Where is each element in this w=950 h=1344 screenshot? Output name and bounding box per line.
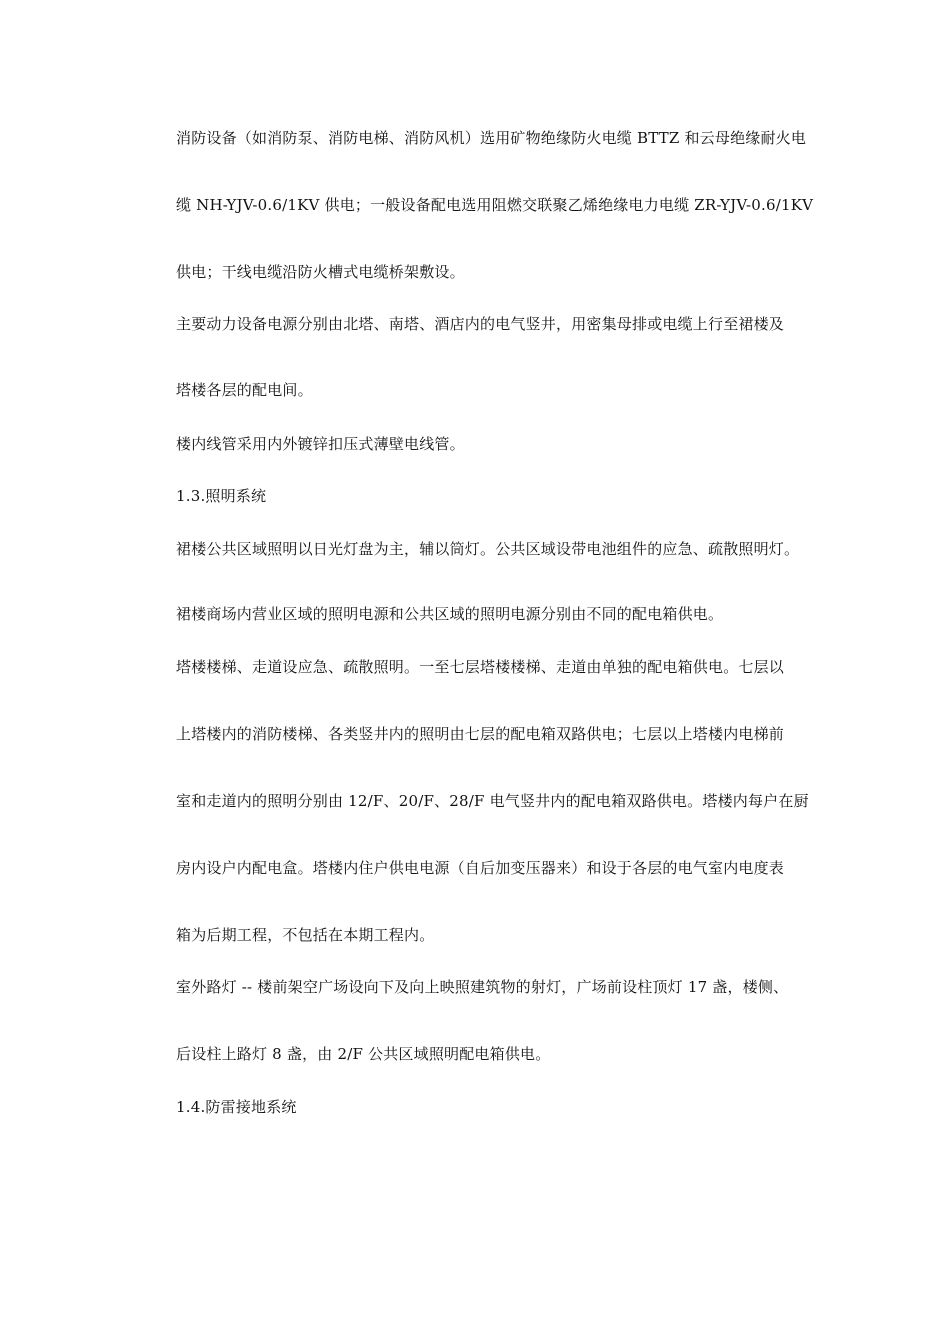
text-line: 箱为后期工程，不包括在本期工程内。: [176, 926, 435, 944]
text-line: 塔楼楼梯、走道设应急、疏散照明。一至七层塔楼楼梯、走道由单独的配电箱供电。七层以: [176, 658, 785, 676]
text-line: 塔楼各层的配电间。: [176, 381, 313, 399]
text-line: 房内设户内配电盒。塔楼内住户供电电源（自后加变压器来）和设于各层的电气室内电度表: [176, 859, 785, 877]
section-heading: 1.4.防雷接地系统: [176, 1098, 297, 1116]
text-line: 裙楼商场内营业区域的照明电源和公共区域的照明电源分别由不同的配电箱供电。: [176, 605, 724, 623]
text-line: 室外路灯 -- 楼前架空广场设向下及向上映照建筑物的射灯，广场前设柱顶灯 17 盏，楼侧、: [176, 978, 789, 996]
text-line: 缆 NH-YJV-0.6/1KV 供电；一般设备配电选用阻燃交联聚乙烯绝缘电力电缆 ZR-YJV-0.6/1KV: [176, 196, 814, 214]
text-line: 后设柱上路灯 8 盏，由 2/F 公共区域照明配电箱供电。: [176, 1045, 551, 1063]
text-line: 楼内线管采用内外镀锌扣压式薄壁电线管。: [176, 435, 465, 453]
text-line: 供电；干线电缆沿防火槽式电缆桥架敷设。: [176, 263, 465, 281]
text-line: 裙楼公共区域照明以日光灯盘为主，辅以筒灯。公共区域设带电池组件的应急、疏散照明灯。: [176, 540, 800, 558]
text-line: 室和走道内的照明分别由 12/F、20/F、28/F 电气竖井内的配电箱双路供电。塔楼内每户在厨: [176, 792, 809, 810]
section-heading: 1.3.照明系统: [176, 487, 267, 505]
text-line: 消防设备（如消防泵、消防电梯、消防风机）选用矿物绝缘防火电缆 BTTZ 和云母绝缘耐火电: [176, 129, 807, 147]
text-line: 主要动力设备电源分别由北塔、南塔、酒店内的电气竖井，用密集母排或电缆上行至裙楼及: [176, 315, 785, 333]
text-line: 上塔楼内的消防楼梯、各类竖井内的照明由七层的配电箱双路供电；七层以上塔楼内电梯前: [176, 725, 785, 743]
